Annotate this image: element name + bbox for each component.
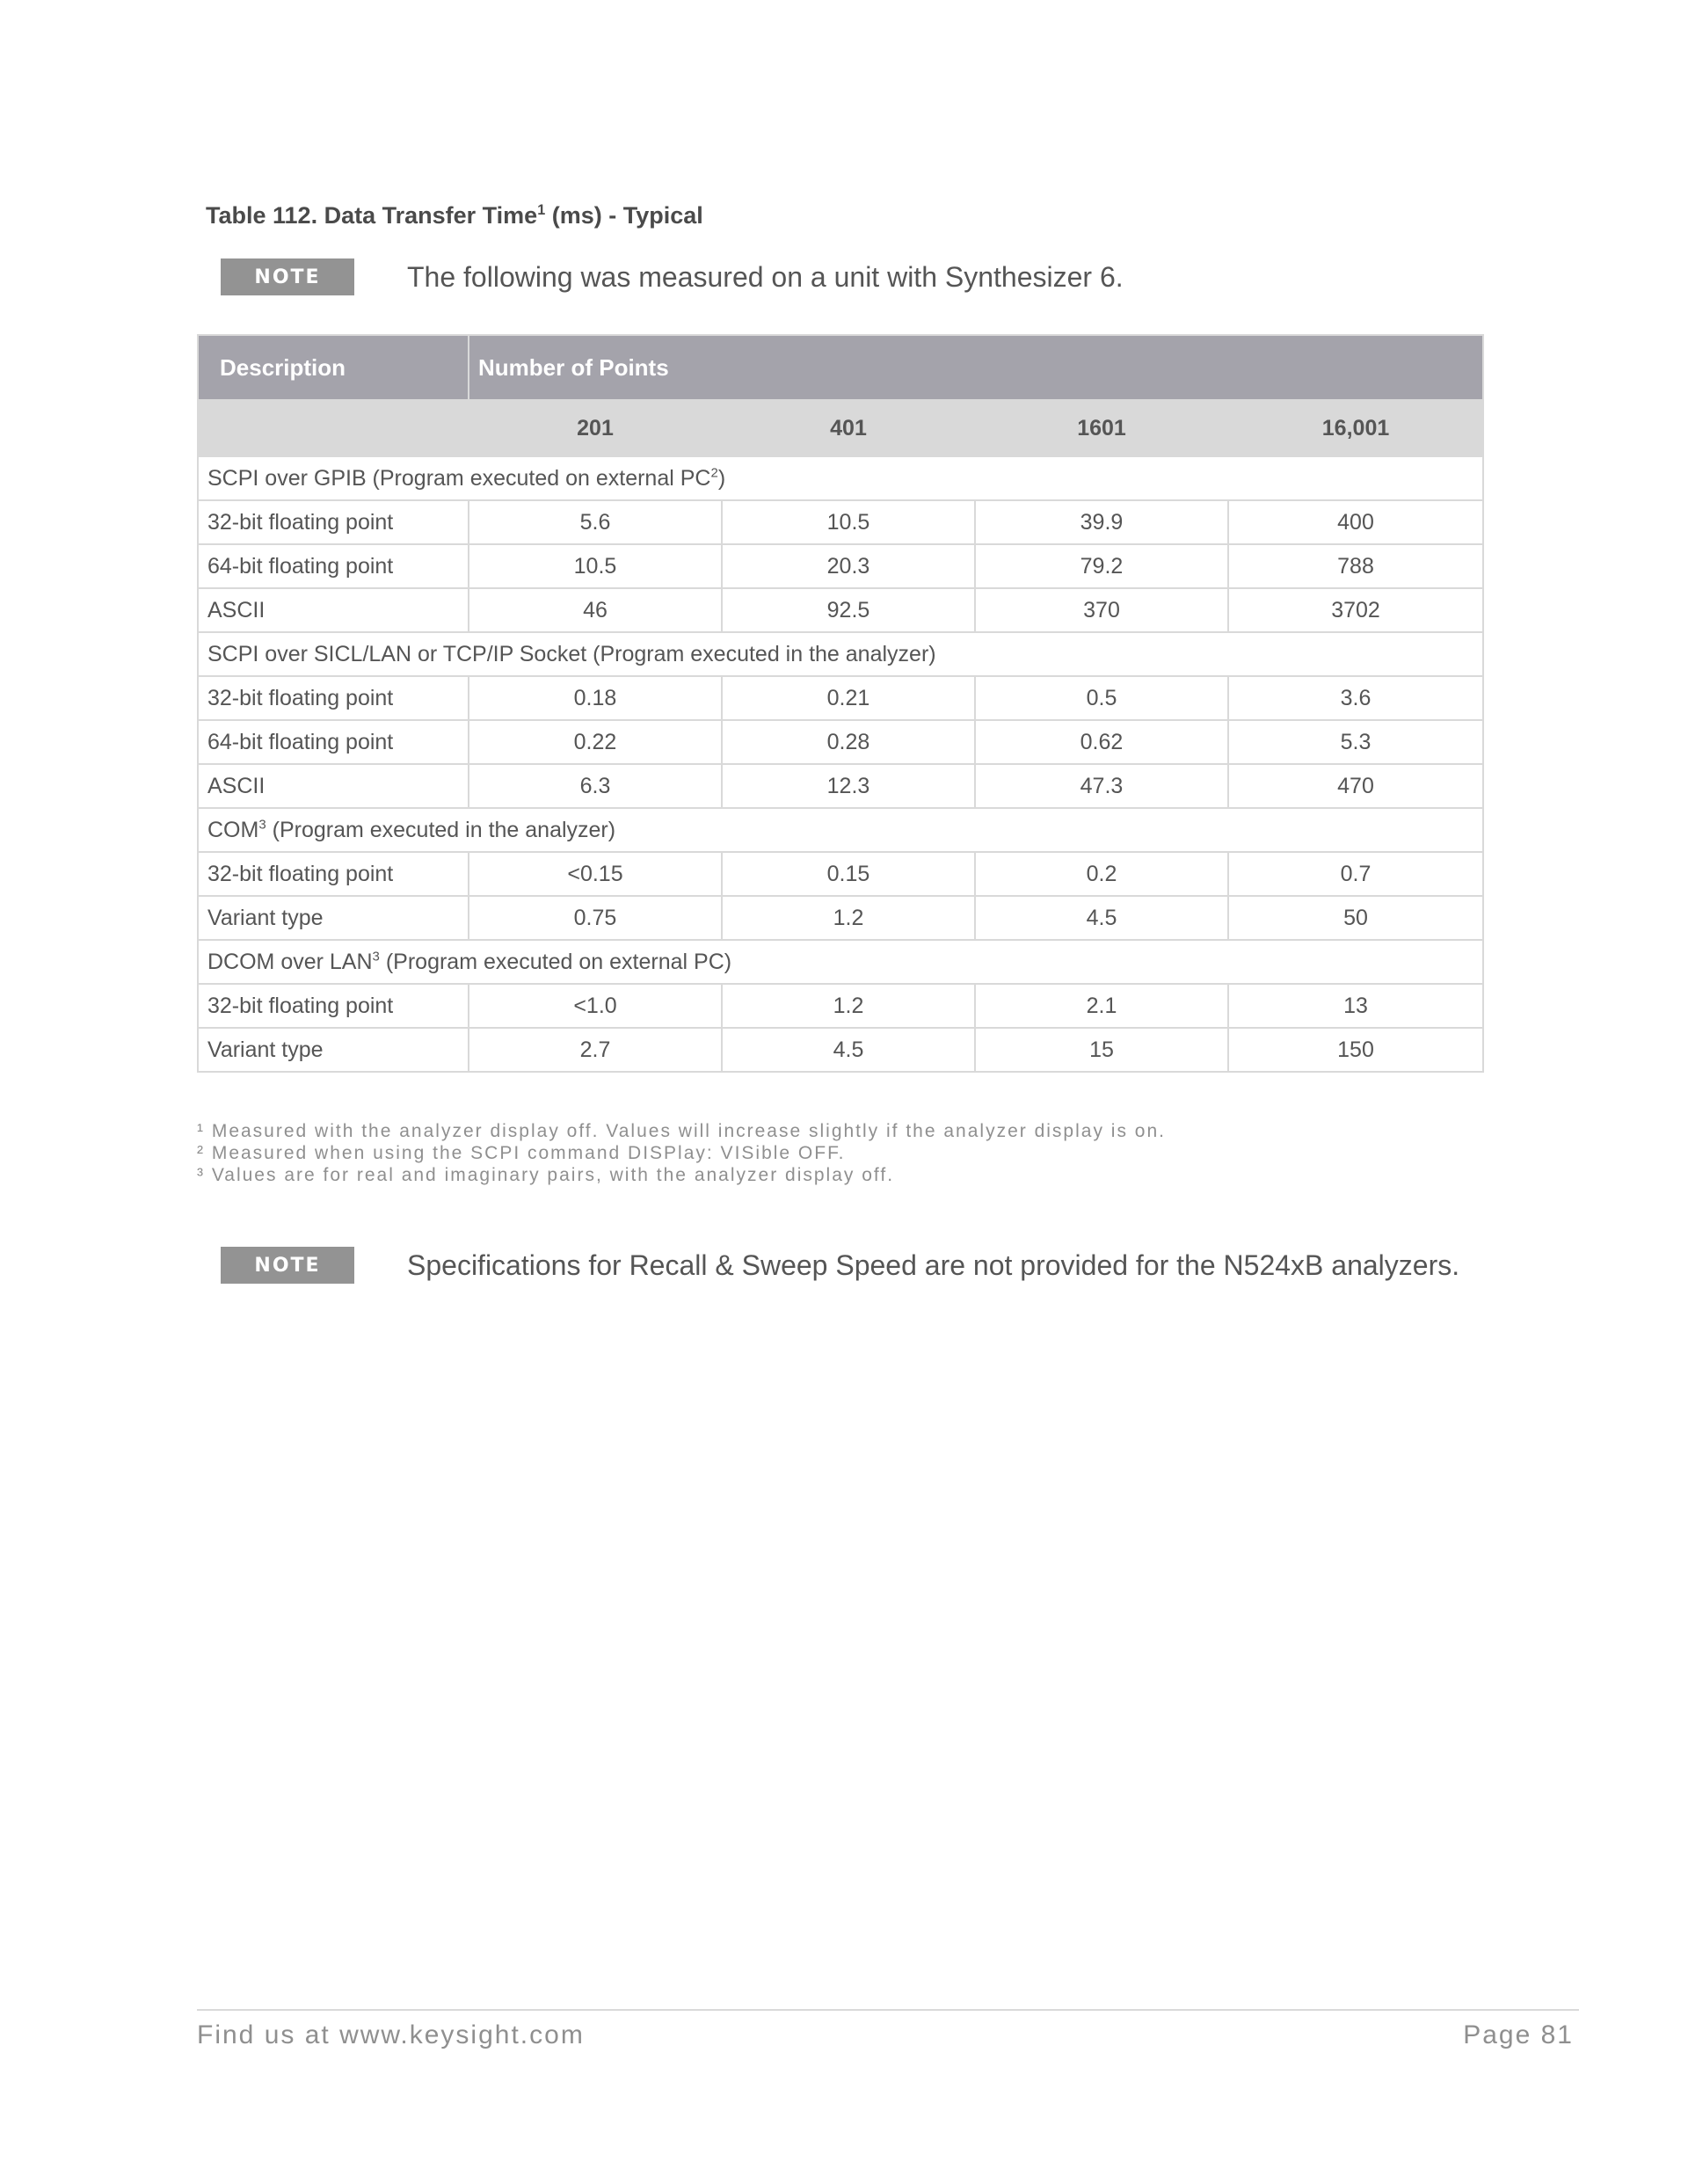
table-cell: 3702 bbox=[1228, 588, 1483, 632]
table-cell: <0.15 bbox=[469, 852, 722, 896]
footnote: ³ Values are for real and imaginary pairs, with the analyzer display off. bbox=[197, 1165, 895, 1185]
group-row bbox=[198, 632, 1483, 676]
table-cell: 0.62 bbox=[975, 720, 1228, 764]
table-cell: 92.5 bbox=[722, 588, 975, 632]
table-cell: 0.22 bbox=[469, 720, 722, 764]
row-label: 32-bit floating point bbox=[198, 984, 469, 1028]
table-cell: 13 bbox=[1228, 984, 1483, 1028]
note-badge: NOTE bbox=[221, 1247, 354, 1284]
group-title-footnote-ref: 3 bbox=[258, 817, 266, 833]
row-label: 64-bit floating point bbox=[198, 720, 469, 764]
group-row bbox=[198, 940, 1483, 984]
table-title-suffix: (ms) - Typical bbox=[545, 202, 703, 229]
table-cell: 47.3 bbox=[975, 764, 1228, 808]
footer-divider bbox=[197, 2009, 1579, 2011]
group-title bbox=[198, 808, 1483, 852]
group-title-suffix: ) bbox=[717, 465, 726, 491]
table-subheader-row bbox=[198, 400, 1483, 456]
table-cell: 50 bbox=[1228, 896, 1483, 940]
group-row bbox=[198, 808, 1483, 852]
table-cell: 788 bbox=[1228, 544, 1483, 588]
column-header-points: 16,001 bbox=[1228, 400, 1483, 456]
table-cell: 20.3 bbox=[722, 544, 975, 588]
table-cell: 0.21 bbox=[722, 676, 975, 720]
row-label: ASCII bbox=[198, 764, 469, 808]
group-row bbox=[198, 456, 1483, 500]
row-label: 32-bit floating point bbox=[198, 852, 469, 896]
footnote: ² Measured when using the SCPI command DISPlay: VISible OFF. bbox=[197, 1143, 846, 1163]
table-row bbox=[198, 588, 1483, 632]
column-header-points: 401 bbox=[722, 400, 975, 456]
table-cell: 46 bbox=[469, 588, 722, 632]
table-cell: 0.15 bbox=[722, 852, 975, 896]
table-cell: 3.6 bbox=[1228, 676, 1483, 720]
row-label: ASCII bbox=[198, 588, 469, 632]
table-row bbox=[198, 676, 1483, 720]
table-cell: 5.3 bbox=[1228, 720, 1483, 764]
table-header-row bbox=[198, 335, 1483, 400]
table-cell: 400 bbox=[1228, 500, 1483, 544]
table-row bbox=[198, 896, 1483, 940]
table-cell: 0.28 bbox=[722, 720, 975, 764]
row-label: 32-bit floating point bbox=[198, 500, 469, 544]
group-title bbox=[198, 632, 1483, 676]
row-label: Variant type bbox=[198, 896, 469, 940]
table-cell: 4.5 bbox=[975, 896, 1228, 940]
note-text: The following was measured on a unit with Synthesizer 6. bbox=[407, 260, 1124, 293]
group-title-footnote-ref: 2 bbox=[710, 465, 718, 481]
column-header-description: Description bbox=[198, 335, 469, 400]
table-cell: 370 bbox=[975, 588, 1228, 632]
table-cell: 39.9 bbox=[975, 500, 1228, 544]
table-row bbox=[198, 1028, 1483, 1072]
group-title-text: SCPI over SICL/LAN or TCP/IP Socket (Program executed in the analyzer) bbox=[207, 641, 936, 666]
table-cell: 10.5 bbox=[469, 544, 722, 588]
row-label: 32-bit floating point bbox=[198, 676, 469, 720]
table-row bbox=[198, 720, 1483, 764]
table-row bbox=[198, 852, 1483, 896]
footer-website: Find us at www.keysight.com bbox=[197, 2020, 585, 2049]
table-cell: 10.5 bbox=[722, 500, 975, 544]
column-header-points: 201 bbox=[469, 400, 722, 456]
table-cell: 0.7 bbox=[1228, 852, 1483, 896]
group-title-suffix: (Program executed on external PC) bbox=[379, 949, 732, 974]
row-label: Variant type bbox=[198, 1028, 469, 1072]
table-row bbox=[198, 764, 1483, 808]
note-synthesizer bbox=[221, 258, 1124, 295]
table-cell: 1.2 bbox=[722, 984, 975, 1028]
table-row bbox=[198, 500, 1483, 544]
table-cell: 5.6 bbox=[469, 500, 722, 544]
column-header-number-of-points: Number of Points bbox=[469, 335, 1483, 400]
table-cell: 1.2 bbox=[722, 896, 975, 940]
group-title-text: COM bbox=[207, 817, 259, 842]
group-title-suffix: (Program executed in the analyzer) bbox=[266, 817, 616, 842]
group-title bbox=[198, 940, 1483, 984]
table-row bbox=[198, 984, 1483, 1028]
data-transfer-table bbox=[197, 334, 1484, 1073]
table-title-footnote-ref: 1 bbox=[537, 202, 546, 218]
table-cell: <1.0 bbox=[469, 984, 722, 1028]
table-cell: 2.7 bbox=[469, 1028, 722, 1072]
row-label: 64-bit floating point bbox=[198, 544, 469, 588]
table-cell: 6.3 bbox=[469, 764, 722, 808]
table-title-text: Table 112. Data Transfer Time bbox=[206, 202, 538, 229]
table-title bbox=[206, 202, 703, 229]
table-body bbox=[198, 456, 1483, 1072]
group-title-text: DCOM over LAN bbox=[207, 949, 373, 974]
subheader-blank-cell bbox=[198, 400, 469, 456]
footnote: ¹ Measured with the analyzer display off. Values will increase slightly if the analyzer display is on. bbox=[197, 1121, 1166, 1141]
footer-page-number: Page 81 bbox=[1463, 2020, 1574, 2049]
group-title-footnote-ref: 3 bbox=[372, 949, 380, 965]
note-recall-sweep bbox=[221, 1247, 1459, 1284]
table-cell: 0.2 bbox=[975, 852, 1228, 896]
table-cell: 0.5 bbox=[975, 676, 1228, 720]
footnotes bbox=[197, 1120, 1166, 1186]
table-row bbox=[198, 544, 1483, 588]
column-header-points: 1601 bbox=[975, 400, 1228, 456]
table-cell: 0.75 bbox=[469, 896, 722, 940]
group-title bbox=[198, 456, 1483, 500]
group-title-text: SCPI over GPIB (Program executed on external PC bbox=[207, 465, 711, 491]
table-cell: 2.1 bbox=[975, 984, 1228, 1028]
table-cell: 150 bbox=[1228, 1028, 1483, 1072]
table-cell: 470 bbox=[1228, 764, 1483, 808]
note-badge: NOTE bbox=[221, 258, 354, 295]
table-cell: 0.18 bbox=[469, 676, 722, 720]
table-cell: 79.2 bbox=[975, 544, 1228, 588]
table-cell: 15 bbox=[975, 1028, 1228, 1072]
note-text: Specifications for Recall & Sweep Speed are not provided for the N524xB analyzers. bbox=[407, 1249, 1460, 1281]
table-cell: 12.3 bbox=[722, 764, 975, 808]
table-cell: 4.5 bbox=[722, 1028, 975, 1072]
